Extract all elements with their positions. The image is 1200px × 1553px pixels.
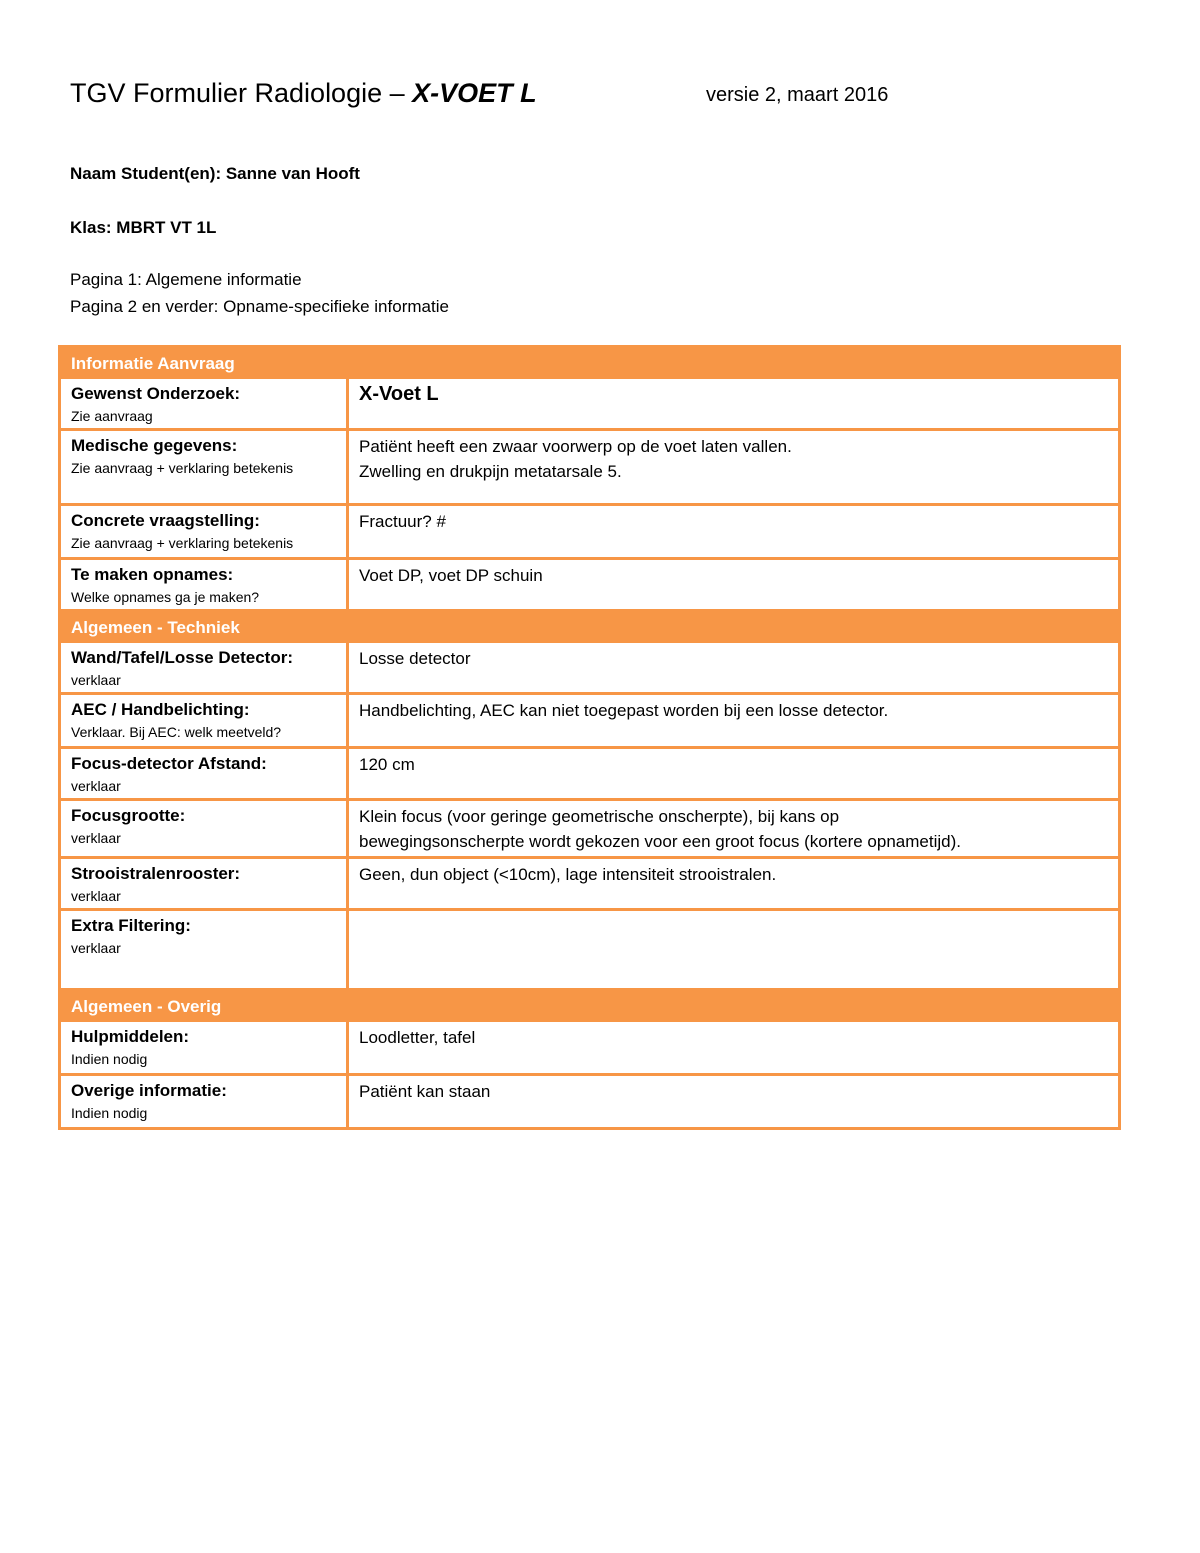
student-name: Naam Student(en): Sanne van Hooft	[70, 164, 360, 183]
field-label-cell	[60, 1075, 348, 1129]
field-label-cell	[60, 642, 348, 694]
field-label-cell	[60, 858, 348, 910]
field-label: Extra Filtering:	[71, 916, 191, 935]
field-value-cell[interactable]	[348, 694, 1120, 748]
table-row	[60, 642, 1120, 694]
table-row	[60, 694, 1120, 748]
field-value-cell[interactable]	[348, 1021, 1120, 1075]
table-row	[60, 505, 1120, 559]
field-label: Overige informatie:	[71, 1081, 227, 1100]
field-label-cell	[60, 694, 348, 748]
field-hint: Zie aanvraag + verklaring betekenis	[71, 460, 294, 476]
field-label-cell	[60, 800, 348, 858]
field-value-cell[interactable]	[348, 559, 1120, 611]
field-hint: Zie aanvraag + verklaring betekenis	[71, 535, 294, 551]
section-header-overig	[60, 990, 1120, 1021]
table-row	[60, 800, 1120, 858]
section-header-aanvraag	[60, 347, 1120, 378]
field-label: Concrete vraagstelling:	[71, 511, 260, 530]
field-label-cell	[60, 378, 348, 430]
field-hint: Welke opnames ga je maken?	[71, 589, 260, 605]
field-value: X-Voet L	[359, 383, 439, 405]
field-value-cell[interactable]	[348, 748, 1120, 800]
field-label: Gewenst Onderzoek:	[71, 384, 241, 403]
field-value: Patiënt heeft een zwaar voorwerp op de voet laten vallen.	[359, 437, 792, 456]
field-label-cell	[60, 1021, 348, 1075]
field-value: Patiënt kan staan	[359, 1082, 491, 1101]
field-label-cell	[60, 748, 348, 800]
field-label: AEC / Handbelichting:	[71, 700, 250, 719]
field-value-cell[interactable]	[348, 910, 1120, 990]
section-title: Informatie Aanvraag	[60, 347, 1120, 378]
class-name: Klas: MBRT VT 1L	[70, 218, 217, 237]
field-value: Loodletter, tafel	[359, 1028, 476, 1047]
request-form-table	[58, 345, 1121, 1130]
field-hint: verklaar	[71, 672, 121, 688]
field-hint: Zie aanvraag	[71, 408, 153, 424]
field-value-cell[interactable]	[348, 642, 1120, 694]
table-row	[60, 858, 1120, 910]
field-value: 120 cm	[359, 755, 415, 774]
field-value-cell[interactable]	[348, 858, 1120, 910]
field-value: Voet DP, voet DP schuin	[359, 566, 543, 585]
title-exam: X-VOET L	[412, 78, 537, 108]
field-hint: Indien nodig	[71, 1105, 148, 1121]
field-label: Hulpmiddelen:	[71, 1027, 190, 1046]
field-value: bewegingsonscherpte wordt gekozen voor een groot focus (kortere opnametijd).	[359, 832, 961, 851]
field-hint: verklaar	[71, 940, 121, 956]
field-hint: verklaar	[71, 888, 121, 904]
field-label-cell	[60, 910, 348, 990]
title-prefix: TGV Formulier Radiologie –	[70, 78, 413, 108]
section-title: Algemeen - Techniek	[60, 611, 1120, 642]
field-value-cell[interactable]	[348, 1075, 1120, 1129]
table-row	[60, 748, 1120, 800]
field-label: Wand/Tafel/Losse Detector:	[71, 648, 293, 667]
field-hint: Verklaar. Bij AEC: welk meetveld?	[71, 724, 282, 740]
table-row	[60, 1075, 1120, 1129]
field-label-cell	[60, 559, 348, 611]
field-value: Handbelichting, AEC kan niet toegepast worden bij een losse detector.	[359, 701, 889, 720]
field-label: Focus-detector Afstand:	[71, 754, 267, 773]
version-label: versie 2, maart 2016	[706, 84, 889, 106]
page1-info: Pagina 1: Algemene informatie	[70, 270, 302, 289]
section-title: Algemeen - Overig	[60, 990, 1120, 1021]
field-value-cell[interactable]	[348, 378, 1120, 430]
field-label-cell	[60, 505, 348, 559]
field-label: Te maken opnames:	[71, 565, 234, 584]
table-row	[60, 430, 1120, 505]
table-row	[60, 910, 1120, 990]
field-hint: verklaar	[71, 830, 121, 846]
page2-info: Pagina 2 en verder: Opname-specifieke informatie	[70, 297, 449, 316]
field-label: Focusgrootte:	[71, 806, 186, 825]
field-label-cell	[60, 430, 348, 505]
table-row	[60, 559, 1120, 611]
page-title	[70, 78, 537, 109]
table-row	[60, 378, 1120, 430]
field-value-cell[interactable]	[348, 505, 1120, 559]
field-hint: verklaar	[71, 778, 121, 794]
field-value-cell[interactable]	[348, 800, 1120, 858]
field-hint: Indien nodig	[71, 1051, 148, 1067]
field-label: Medische gegevens:	[71, 436, 238, 455]
field-value-cell[interactable]	[348, 430, 1120, 505]
field-value: Losse detector	[359, 649, 471, 668]
field-value: Geen, dun object (<10cm), lage intensiteit strooistralen.	[359, 865, 777, 884]
field-value: Zwelling en drukpijn metatarsale 5.	[359, 462, 622, 481]
field-label: Strooistralenrooster:	[71, 864, 241, 883]
table-row	[60, 1021, 1120, 1075]
field-value: Fractuur? #	[359, 512, 446, 531]
section-header-techniek	[60, 611, 1120, 642]
field-value: Klein focus (voor geringe geometrische onscherpte), bij kans op	[359, 807, 840, 826]
